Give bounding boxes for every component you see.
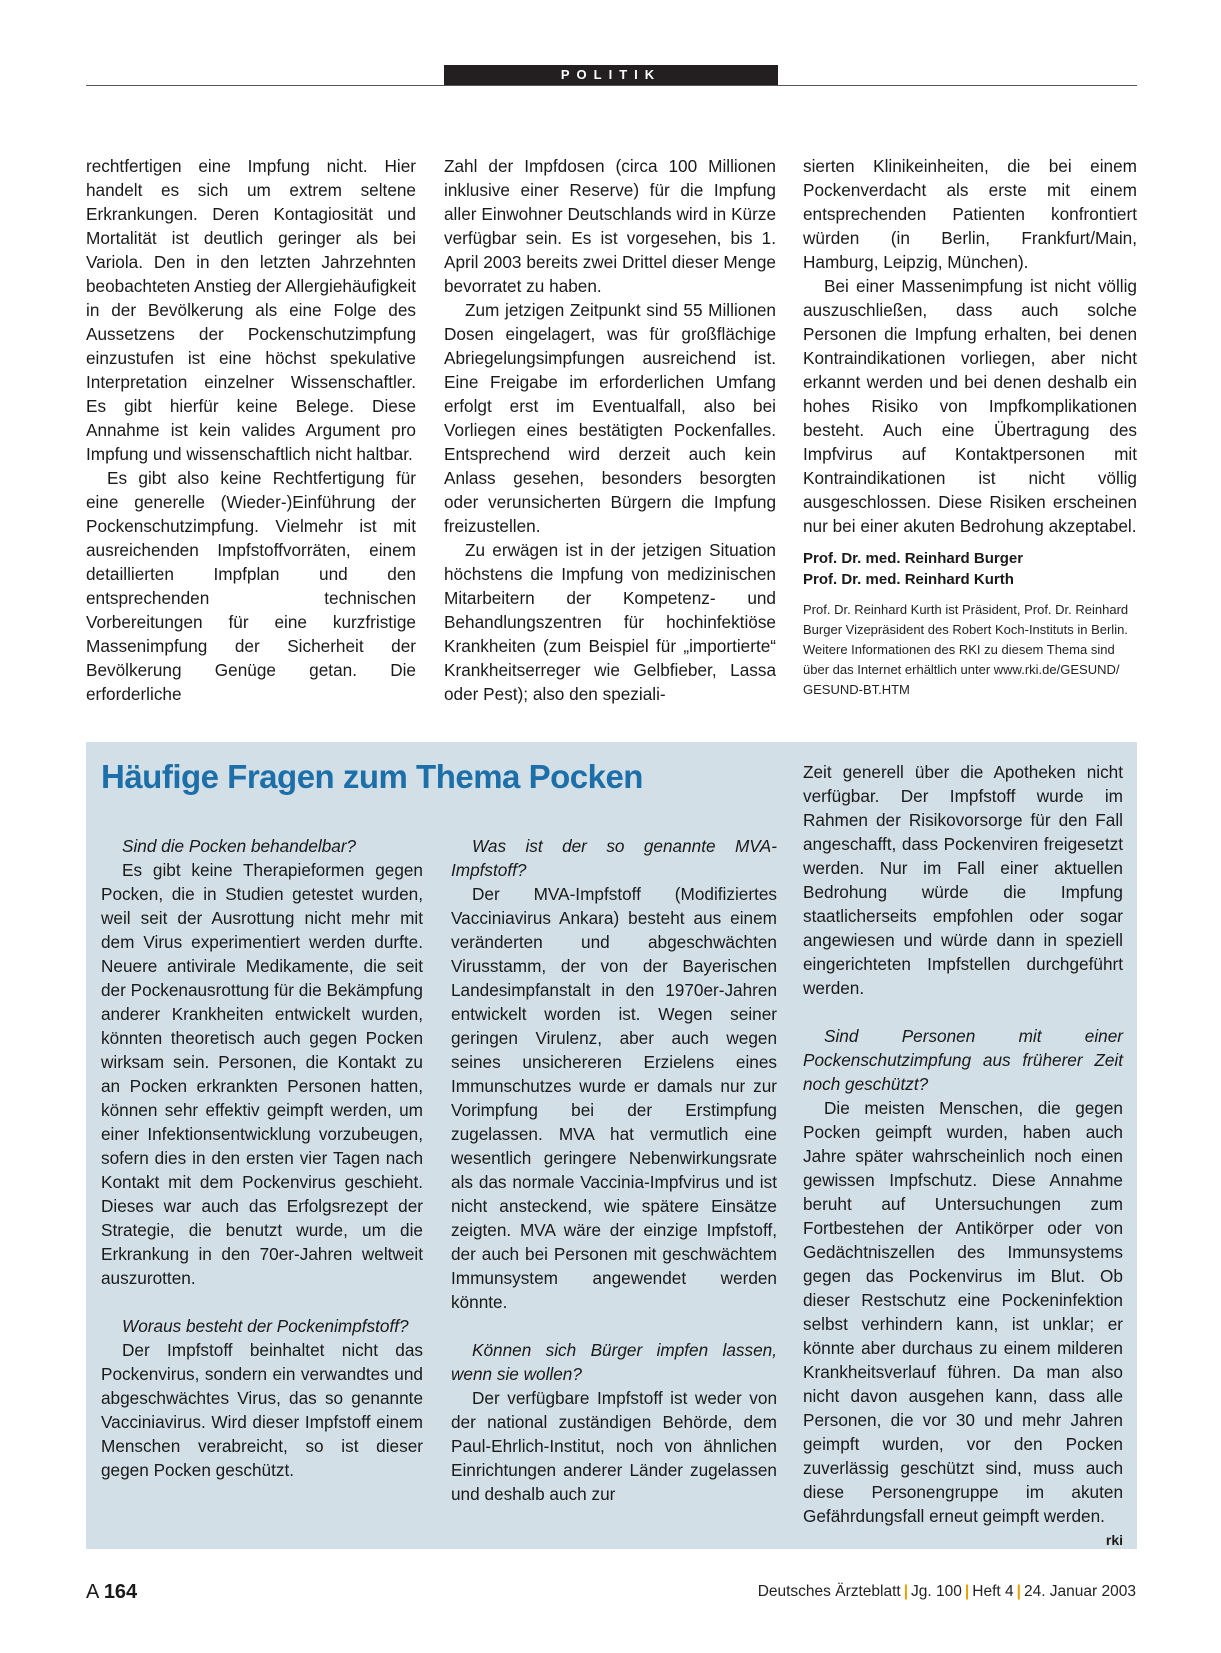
page-number <box>86 1581 137 1604</box>
faq-question: Woraus besteht der Pockenimpfstoff? <box>122 1316 409 1336</box>
author-name: Prof. Dr. med. Reinhard Burger <box>803 550 1024 567</box>
author-signature <box>803 548 1137 590</box>
journal-issue: Heft 4 <box>972 1583 1014 1600</box>
faq-answer: Zeit generell über die Apotheken nicht verfügbar. Der Impfstoff wurde im Rahmen der Risikovorsorge für den Fall angeschafft, dass Pockenviren freigesetzt werden. Nur im Fall einer aktuellen Bedrohung würde die Impfung staatlicherseits empfohlen oder sogar angewiesen und würde dann in speziell eingerichteten Impfstellen durchgeführt werden. <box>803 762 1123 998</box>
paragraph: sierten Klinikeinheiten, die bei einem Pockenverdacht als erste mit einem entsprechenden Patienten konfrontiert würden (in Berlin, Frankfurt/Main, Hamburg, Leipzig, München). <box>803 156 1137 272</box>
faq-question: Können sich Bürger impfen lassen, wenn sie wollen? <box>451 1340 777 1384</box>
paragraph: Zum jetzigen Zeitpunkt sind 55 Millionen Dosen eingelagert, was für großflächige Abriegelungsimpfungen ausreichend ist. Eine Freigabe im erforderlichen Umfang erfolgt erst im Eventualfall, also bei Vorliegen eines bestätigten Pockenfalles. Entsprechend wird derzeit auch kein Anlass gesehen, besonders besorgten oder verunsicherten Bürgern die Impfung freizustellen. <box>444 300 776 536</box>
paragraph: rechtfertigen eine Impfung nicht. Hier handelt es sich um extrem seltene Erkrankungen. Deren Kontagiosität und Mortalität ist deutlich geringer als bei Variola. Den in den letzten Jahrzehnten beobachteten Anstieg der Allergiehäufigkeit in der Bevölkerung als eine Folge des Aussetzens der Pockenschutzimpfung einzustufen ist eine höchst spekulative Interpretation einzelner Wissenschaftler. Es gibt hierfür keine Belege. Diese Annahme ist kein valides Argument pro Impfung und wissenschaftlich nicht haltbar. <box>86 156 416 464</box>
journal-volume: Jg. 100 <box>911 1583 962 1600</box>
faq-signature: rki <box>1105 1532 1123 1548</box>
journal-info: Deutsches Ärzteblatt | Jg. 100 | Heft 4 | 24. Januar 2003 <box>757 1583 1136 1600</box>
faq-question: Sind die Pocken behandelbar? <box>122 836 357 856</box>
faq-answer: Es gibt keine Therapieformen gegen Pocken, die in Studien getestet wurden, weil seit der Ausrottung nicht mehr mit dem Virus experimentiert werden durfte. Neuere antivirale Medikamente, die seit der Pockenausrottung für die Bekämpfung anderer Krankheiten entwickelt wurden, könnten theoretisch auch gegen Pocken wirksam sein. Personen, die Kontakt zu an Pocken erkrankten Personen hatten, können sehr effektiv geimpft werden, um einer Infektionsentwicklung vorzubeugen, sofern dies in den ersten vier Tagen nach Kontakt mit dem Pockenvirus geschieht. Dieses war auch das Erfolgsrezept der Strategie, die benutzt wurde, um die Erkrankung in den 70er-Jahren weltweit auszurotten. <box>101 860 423 1288</box>
page-number-value: 164 <box>103 1581 138 1603</box>
page-prefix: A <box>86 1581 99 1603</box>
faq-column-3 <box>803 760 1123 1552</box>
faq-answer <box>803 1096 1123 1548</box>
faq-box <box>86 742 1137 1549</box>
paragraph: Bei einer Massenimpfung ist nicht völlig auszuschließen, dass auch solche Personen die Impfung erhalten, bei denen Kontraindikationen vorliegen, aber nicht erkannt werden und bei denen deshalb ein hohes Risiko von Impfkomplikationen besteht. Auch eine Übertragung des Impfvirus auf Kontaktpersonen mit Kontraindikationen ist nicht völlig ausgeschlossen. Diese Risiken erscheinen nur bei einer akuten Bedrohung akzeptabel. <box>803 276 1137 536</box>
article-column-3 <box>803 154 1137 700</box>
header-rule <box>86 85 1137 86</box>
paragraph: Zu erwägen ist in der jetzigen Situation höchstens die Impfung von medizinischen Mitarbeitern der Kompetenz- und Behandlungszentren für hochinfektiöse Krankheiten (zum Beispiel für „importierte“ Krankheitserreger wie Gelbfieber, Lassa oder Pest); also den speziali- <box>444 540 776 704</box>
author-name: Prof. Dr. med. Reinhard Kurth <box>803 571 1014 588</box>
faq-answer: Der MVA-Impfstoff (Modifiziertes Vacciniavirus Ankara) besteht aus einem veränderten und abgeschwächten Virusstamm, der von der Bayerischen Landesimpfanstalt in den 1970er-Jahren entwickelt worden ist. Wegen seiner geringen Virulenz, aber auch wegen seines unsichereren Erzielens eines Immunschutzes wurde er damals nur zur Vorimpfung bei der Erstimpfung zugelassen. MVA hat vermutlich eine wesentlich geringere Nebenwirkungsrate als das normale Vaccinia-Impfvirus und ist nicht ansteckend, wie spätere Einsätze zeigten. MVA wäre der einzige Impfstoff, der auch bei Personen mit geschwächtem Immunsystem angewendet werden könnte. <box>451 884 777 1312</box>
paragraph: Es gibt also keine Rechtfertigung für eine generelle (Wieder-)Einführung der Pockenschutzimpfung. Vielmehr ist mit ausreichenden Impfstoffvorräten, einem detaillierten Impfplan und den entsprechenden technischen Vorbereitungen für eine kurzfristige Massenimpfung der Sicherheit der Bevölkerung Genüge getan. Die erforderliche <box>86 468 416 704</box>
article-column-1 <box>86 154 416 706</box>
paragraph: Zahl der Impfdosen (circa 100 Millionen inklusive einer Reserve) für die Impfung aller Einwohner Deutschlands wird in Kürze verfügbar sein. Es ist vorgesehen, bis 1. April 2003 bereits zwei Drittel dieser Menge bevorratet zu haben. <box>444 156 776 296</box>
faq-question: Sind Personen mit einer Pockenschutzimpfung aus früherer Zeit noch geschützt? <box>803 1026 1123 1094</box>
author-note: Prof. Dr. Reinhard Kurth ist Präsident, Prof. Dr. Reinhard Burger Vizepräsident des Robert Koch-Instituts in Berlin. Weitere Informationen des RKI zu diesem Thema sind über das Internet erhältlich unter www.rki.de/GESUND/ GESUND-BT.HTM <box>803 602 1129 697</box>
faq-column-1 <box>101 834 423 1482</box>
faq-answer: Der verfügbare Impfstoff ist weder von der national zuständigen Behörde, dem Paul-Ehrlich-Institut, noch von ähnlichen Einrichtungen anderer Länder zugelassen und deshalb auch zur <box>451 1388 777 1504</box>
journal-name: Deutsches Ärzteblatt <box>757 1583 901 1600</box>
section-label: POLITIK <box>444 65 778 85</box>
faq-column-2 <box>451 834 777 1506</box>
journal-date: 24. Januar 2003 <box>1023 1583 1136 1600</box>
faq-answer-text: Die meisten Menschen, die gegen Pocken geimpft wurden, haben auch Jahre später wahrscheinlich noch einen gewissen Impfschutz. Diese Annahme beruht auf Untersuchungen zum Fortbestehen der Antikörper oder von Gedächtniszellen des Immunsystems gegen das Pockenvirus im Blut. Ob dieser Restschutz eine Pockeninfektion selbst verhindern kann, ist unklar; er könnte aber durchaus zu einem milderen Krankheitsverlauf führen. Da man also nicht davon ausgehen kann, dass alle Personen, die vor 30 und mehr Jahren geimpft wurden, vor den Pocken zuverlässig geschützt sind, muss auch diese Personengruppe im akuten Gefährdungsfall erneut geimpft werden. <box>803 1098 1123 1526</box>
faq-title: Häufige Fragen zum Thema Pocken <box>101 758 643 795</box>
article-column-2 <box>444 154 776 706</box>
faq-answer: Der Impfstoff beinhaltet nicht das Pockenvirus, sondern ein verwandtes und abgeschwächtes Virus, das so genannte Vacciniavirus. Wird dieser Impfstoff einem Menschen verabreicht, so ist dieser gegen Pocken geschützt. <box>101 1340 423 1480</box>
faq-question: Was ist der so genannte MVA-Impfstoff? <box>451 836 777 880</box>
